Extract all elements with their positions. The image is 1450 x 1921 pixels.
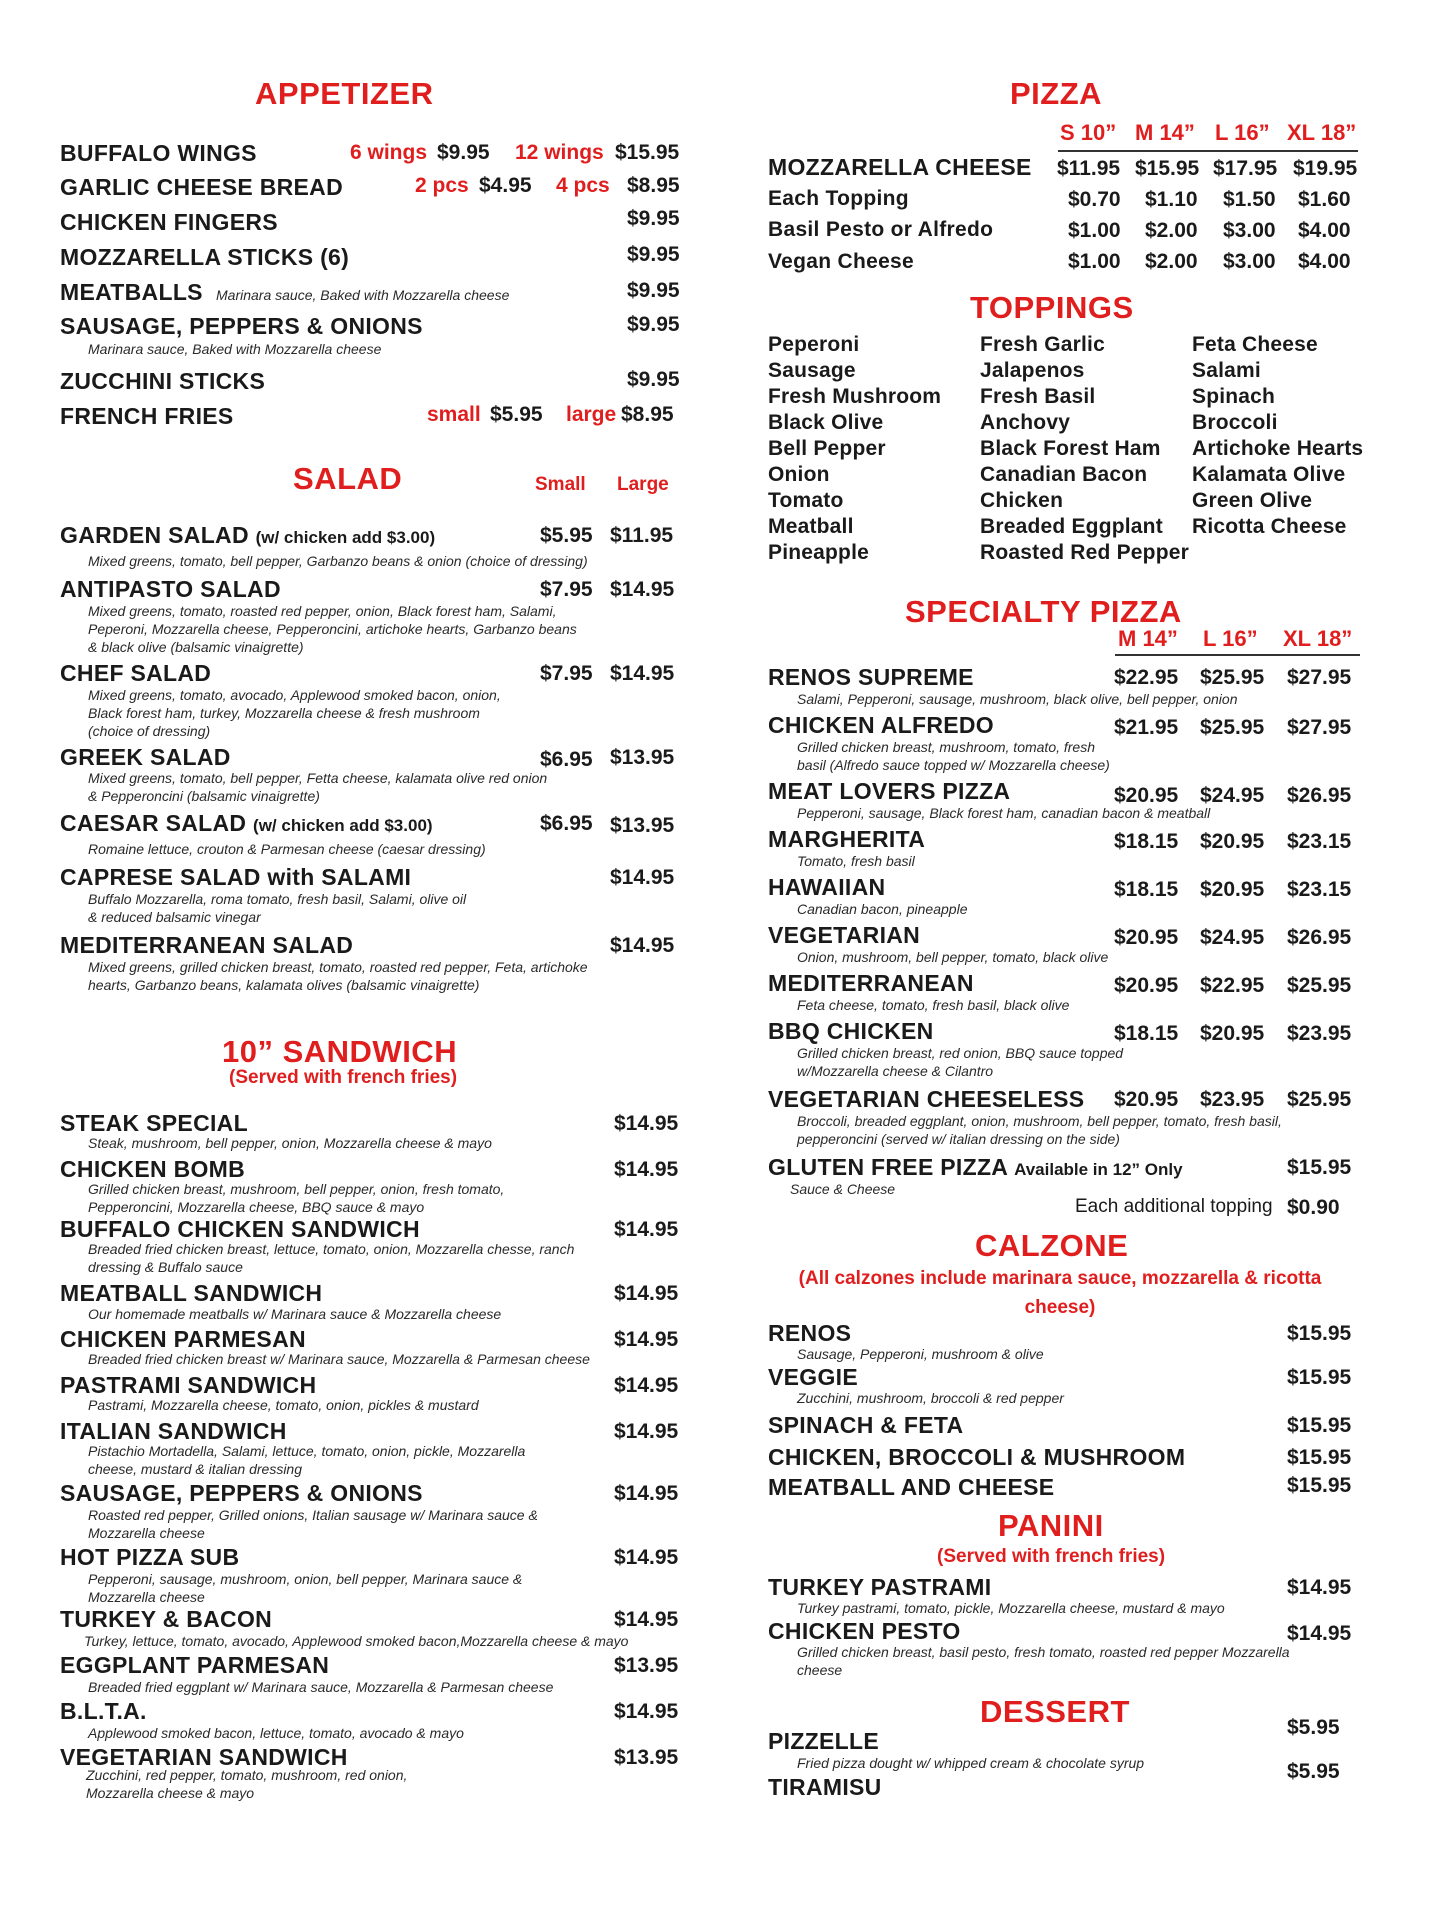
menu-item-name: Each Topping	[768, 187, 909, 210]
topping-item: Tomato	[768, 489, 844, 512]
menu-item-name: MOZZARELLA STICKS (6)	[60, 244, 350, 270]
item-description: Zucchini, mushroom, broccoli & red pepper	[797, 1390, 1064, 1406]
topping-item: Sausage	[768, 359, 856, 382]
menu-item-name: BUFFALO WINGS	[60, 140, 257, 166]
menu-item-name: MEATBALL SANDWICH	[60, 1280, 323, 1306]
item-description: Canadian bacon, pineapple	[797, 901, 968, 917]
price-large: $13.95	[610, 746, 675, 769]
specialty-heading: SPECIALTY PIZZA	[905, 594, 1182, 629]
size-header: XL 18”	[1287, 120, 1357, 145]
item-description: Turkey pastrami, tomato, pickle, Mozzarella cheese, mustard & mayo	[797, 1600, 1225, 1616]
price: $15.95	[1287, 1474, 1352, 1497]
topping-item: Spinach	[1192, 385, 1276, 408]
calzone-subtitle: (All calzones include marinara sauce, mozzarella & ricotta cheese)	[798, 1268, 1322, 1318]
size-header: S 10”	[1060, 120, 1117, 145]
salad-heading: SALAD	[293, 461, 403, 496]
topping-item: Ricotta Cheese	[1192, 515, 1347, 538]
topping-item: Meatball	[768, 515, 854, 538]
price: $2.00	[1145, 219, 1198, 242]
topping-item: Fresh Garlic	[980, 333, 1105, 356]
price: $11.95	[1057, 157, 1121, 180]
size-header: M 14”	[1135, 120, 1195, 145]
topping-item: Kalamata Olive	[1192, 463, 1346, 486]
price: $14.95	[1287, 1576, 1352, 1599]
price: $14.95	[1287, 1622, 1352, 1645]
menu-item-name: PIZZELLE	[768, 1728, 880, 1754]
item-name-text: CAESAR SALAD	[60, 810, 247, 836]
item-description: Breaded fried chicken breast, lettuce, tomato, onion, Mozzarella chesse, ranch dressing & Buffalo sauce	[88, 1241, 575, 1275]
item-description: Pistachio Mortadella, Salami, lettuce, tomato, onion, pickle, Mozzarella cheese, mustard & italian dressing	[88, 1443, 526, 1477]
price: $9.95	[627, 207, 680, 230]
size-header: L 16”	[1215, 120, 1270, 145]
item-description: Sausage, Pepperoni, mushroom & olive	[797, 1346, 1044, 1362]
price: $14.95	[614, 1282, 679, 1305]
topping-item: Bell Pepper	[768, 437, 886, 460]
size-header: XL 18”	[1283, 626, 1353, 651]
price-large: $11.95	[610, 524, 674, 547]
item-description: Roasted red pepper, Grilled onions, Italian sausage w/ Marinara sauce & Mozzarella cheese	[88, 1507, 538, 1541]
menu-item-name: SPINACH & FETA	[768, 1412, 964, 1438]
sandwich-heading: 10” SANDWICH	[222, 1034, 458, 1069]
topping-item: Broccoli	[1192, 411, 1278, 434]
price: $14.95	[614, 1374, 679, 1397]
price: $18.15	[1114, 878, 1179, 901]
panini-heading: PANINI	[998, 1508, 1104, 1543]
item-description: Fried pizza dought w/ whipped cream & chocolate syrup	[797, 1755, 1145, 1771]
item-description: Pepperoni, sausage, mushroom, onion, bell pepper, Marinara sauce & Mozzarella cheese	[88, 1571, 523, 1605]
price: $17.95	[1213, 157, 1278, 180]
price-small: $5.95	[540, 524, 593, 547]
panini-subtitle: (Served with french fries)	[937, 1546, 1166, 1567]
price: $24.95	[1200, 926, 1265, 949]
item-description: Breaded fried eggplant w/ Marinara sauce, Mozzarella & Parmesan cheese	[88, 1679, 554, 1695]
calzone-heading: CALZONE	[975, 1228, 1129, 1263]
price: $14.95	[614, 1546, 679, 1569]
price: $0.70	[1068, 188, 1121, 211]
price: $18.15	[1114, 1022, 1179, 1045]
price: $23.95	[1200, 1088, 1265, 1111]
item-description: Tomato, fresh basil	[797, 853, 915, 869]
price: $15.95	[1287, 1366, 1352, 1389]
item-description: Mixed greens, grilled chicken breast, tomato, roasted red pepper, Feta, artichoke hearts, Garbanzo beans, kalamata olives (balsamic vinaigrette)	[88, 959, 588, 993]
price-small: $7.95	[540, 578, 593, 601]
topping-item: Feta Cheese	[1192, 333, 1318, 356]
menu-item-name: MARGHERITA	[768, 826, 926, 852]
price: $20.95	[1200, 878, 1265, 901]
portion-label: small	[427, 403, 481, 426]
toppings-column-2	[980, 332, 1189, 566]
menu-item-name: CAPRESE SALAD with SALAMI	[60, 864, 412, 890]
price: $0.90	[1287, 1196, 1340, 1219]
price: $14.95	[614, 1608, 679, 1631]
menu-item-name: MEAT LOVERS PIZZA	[768, 778, 1011, 804]
item-description: Pepperoni, sausage, Black forest ham, canadian bacon & meatball	[797, 805, 1211, 821]
portion-label: 6 wings	[350, 141, 428, 164]
menu-item-name: TURKEY & BACON	[60, 1606, 273, 1632]
price: $22.95	[1200, 974, 1265, 997]
price: $5.95	[1287, 1716, 1340, 1739]
price: $9.95	[627, 313, 680, 336]
menu-item-name: CHEF SALAD	[60, 660, 212, 686]
price: $20.95	[1114, 926, 1179, 949]
price: $14.95	[614, 1700, 679, 1723]
item-description: Onion, mushroom, bell pepper, tomato, black olive	[797, 949, 1109, 965]
menu-item-name: MEDITERRANEAN SALAD	[60, 932, 354, 958]
price: $15.95	[615, 141, 680, 164]
price: $4.95	[479, 174, 532, 197]
menu-item-name: SAUSAGE, PEPPERS & ONIONS	[60, 1480, 423, 1506]
topping-item: Salami	[1192, 359, 1261, 382]
menu-item-name: BUFFALO CHICKEN SANDWICH	[60, 1216, 420, 1242]
dessert-heading: DESSERT	[980, 1694, 1130, 1729]
menu-item-name: HOT PIZZA SUB	[60, 1544, 240, 1570]
menu-item-name: MEDITERRANEAN	[768, 970, 974, 996]
item-description: Grilled chicken breast, mushroom, tomato, fresh basil (Alfredo sauce topped w/ Mozzarella cheese)	[797, 739, 1110, 773]
price-small: $7.95	[540, 662, 593, 685]
menu-item-name: RENOS SUPREME	[768, 664, 974, 690]
price: $26.95	[1287, 926, 1352, 949]
topping-item: Pineapple	[768, 541, 869, 564]
topping-item: Anchovy	[980, 411, 1071, 434]
price: $20.95	[1200, 830, 1265, 853]
price: $1.00	[1068, 219, 1121, 242]
menu-item-name: B.L.T.A.	[60, 1698, 147, 1724]
price: $21.95	[1114, 716, 1179, 739]
topping-item: Roasted Red Pepper	[980, 541, 1189, 564]
price: $3.00	[1223, 250, 1276, 273]
menu-item-name: SAUSAGE, PEPPERS & ONIONS	[60, 313, 423, 339]
price: $15.95	[1287, 1156, 1352, 1179]
price: $23.95	[1287, 1022, 1352, 1045]
toppings-heading: TOPPINGS	[970, 290, 1134, 325]
item-description: Mixed greens, tomato, bell pepper, Garbanzo beans & onion (choice of dressing)	[88, 553, 588, 569]
price: $13.95	[614, 1746, 679, 1769]
menu-item-name: VEGETARIAN SANDWICH	[60, 1744, 348, 1770]
menu-item-name: CHICKEN ALFREDO	[768, 712, 994, 738]
sandwich-subtitle: (Served with french fries)	[229, 1067, 458, 1088]
price: $15.95	[1287, 1322, 1352, 1345]
price: $14.95	[610, 866, 675, 889]
price: $13.95	[614, 1654, 679, 1677]
item-description: Grilled chicken breast, mushroom, bell pepper, onion, fresh tomato, Pepperoncini, Mozzarella cheese, BBQ sauce & mayo	[88, 1181, 505, 1215]
price-large: $14.95	[610, 662, 675, 685]
price: $1.10	[1145, 188, 1198, 211]
item-description: Mixed greens, tomato, avocado, Applewood smoked bacon, onion, Black forest ham, turkey, Mozzarella cheese & fresh mushroom (choice of dressing)	[88, 687, 501, 739]
item-name-text: GLUTEN FREE PIZZA	[768, 1154, 1008, 1180]
topping-item: Artichoke Hearts	[1192, 437, 1364, 460]
price: $9.95	[627, 279, 680, 302]
portion-label: 12 wings	[515, 141, 604, 164]
menu-item-name: CHICKEN PESTO	[768, 1618, 961, 1644]
portion-label: large	[566, 403, 617, 426]
item-description: Feta cheese, tomato, fresh basil, black olive	[797, 997, 1070, 1013]
item-description: Grilled chicken breast, basil pesto, fresh tomato, roasted red pepper Mozzarella cheese	[797, 1644, 1290, 1678]
menu-item-name: VEGETARIAN CHEESELESS	[768, 1086, 1085, 1112]
price: $1.00	[1068, 250, 1121, 273]
item-description: Marinara sauce, Baked with Mozzarella cheese	[216, 287, 510, 303]
additional-topping-label: Each additional topping	[1075, 1196, 1273, 1217]
portion-label: 4 pcs	[556, 174, 610, 197]
price: $14.95	[614, 1112, 679, 1135]
item-description: Sauce & Cheese	[790, 1181, 896, 1197]
menu-item-name: FRENCH FRIES	[60, 403, 234, 429]
menu-item-name: STEAK SPECIAL	[60, 1110, 248, 1136]
item-description: Mixed greens, tomato, roasted red pepper, onion, Black forest ham, Salami, Peperoni, Mozzarella cheese, Pepperoncini, artichoke hearts, Garbanzo beans & black olive (balsamic vinaigrette)	[88, 603, 577, 655]
menu-item-name: PASTRAMI SANDWICH	[60, 1372, 317, 1398]
price: $20.95	[1114, 974, 1179, 997]
menu-item-name: HAWAIIAN	[768, 874, 886, 900]
topping-item: Fresh Basil	[980, 385, 1096, 408]
item-description: Salami, Pepperoni, sausage, mushroom, black olive, bell pepper, onion	[797, 691, 1238, 707]
pizza-heading: PIZZA	[1010, 76, 1103, 111]
price-large: $13.95	[610, 814, 675, 837]
toppings-column-3	[1192, 332, 1363, 540]
price: $8.95	[627, 174, 680, 197]
price: $2.00	[1145, 250, 1198, 273]
price: $19.95	[1293, 157, 1358, 180]
price: $27.95	[1287, 666, 1352, 689]
menu-item-name: TIRAMISU	[768, 1774, 882, 1800]
price: $14.95	[614, 1218, 679, 1241]
item-description: Grilled chicken breast, red onion, BBQ sauce topped w/Mozzarella cheese & Cilantro	[797, 1045, 1124, 1079]
price: $18.15	[1114, 830, 1179, 853]
price: $5.95	[1287, 1760, 1340, 1783]
item-note: Available in 12” Only	[1014, 1160, 1183, 1179]
price: $4.00	[1298, 219, 1351, 242]
price: $15.95	[1287, 1414, 1352, 1437]
price: $15.95	[1287, 1446, 1352, 1469]
menu-item-name: GARLIC CHEESE BREAD	[60, 174, 344, 200]
menu-item-name: RENOS	[768, 1320, 852, 1346]
price: $25.95	[1200, 716, 1265, 739]
topping-item: Canadian Bacon	[980, 463, 1148, 486]
divider	[1115, 654, 1360, 656]
item-note: (w/ chicken add $3.00)	[255, 528, 436, 547]
price-small: $6.95	[540, 748, 593, 771]
price: $8.95	[621, 403, 674, 426]
item-description: Turkey, lettuce, tomato, avocado, Applewood smoked bacon,Mozzarella cheese & mayo	[84, 1633, 629, 1649]
menu-item-name: ANTIPASTO SALAD	[60, 576, 281, 602]
menu-item-name: CHICKEN FINGERS	[60, 209, 278, 235]
price-large: $14.95	[610, 578, 675, 601]
topping-item: Fresh Mushroom	[768, 385, 942, 408]
price: $25.95	[1287, 1088, 1352, 1111]
item-description: Mixed greens, tomato, bell pepper, Fetta cheese, kalamata olive red onion & Pepperoncini (balsamic vinaigrette)	[88, 770, 548, 804]
price-small: $6.95	[540, 812, 593, 835]
size-header-small: Small	[535, 474, 586, 495]
size-header: M 14”	[1118, 626, 1178, 651]
item-description: Marinara sauce, Baked with Mozzarella cheese	[88, 341, 382, 357]
item-note: (w/ chicken add $3.00)	[253, 816, 433, 835]
item-description: Breaded fried chicken breast w/ Marinara sauce, Mozzarella & Parmesan cheese	[88, 1351, 590, 1367]
price: $14.95	[614, 1482, 679, 1505]
price: $14.95	[610, 934, 675, 957]
price: $23.15	[1287, 878, 1352, 901]
topping-item: Breaded Eggplant	[980, 515, 1163, 538]
price: $25.95	[1287, 974, 1352, 997]
menu-item-name: GREEK SALAD	[60, 744, 231, 770]
menu-item-name	[60, 522, 435, 549]
topping-item: Peperoni	[768, 333, 860, 356]
menu-item-name	[60, 810, 433, 837]
price: $14.95	[614, 1158, 679, 1181]
menu-item-name: Vegan Cheese	[768, 250, 915, 273]
topping-item: Onion	[768, 463, 830, 486]
appetizer-heading: APPETIZER	[255, 76, 434, 111]
price: $9.95	[627, 243, 680, 266]
item-description: Zucchini, red pepper, tomato, mushroom, red onion, Mozzarella cheese & mayo	[86, 1767, 408, 1801]
price: $27.95	[1287, 716, 1352, 739]
menu-item-name: CHICKEN BOMB	[60, 1156, 246, 1182]
topping-item: Black Forest Ham	[980, 437, 1161, 460]
menu-item-name: MEATBALLS	[60, 279, 203, 305]
menu-item-name: Basil Pesto or Alfredo	[768, 218, 994, 241]
price: $20.95	[1200, 1022, 1265, 1045]
topping-item: Green Olive	[1192, 489, 1313, 512]
price: $24.95	[1200, 784, 1265, 807]
menu-item-name	[768, 1154, 1183, 1181]
price: $9.95	[437, 141, 490, 164]
size-header-large: Large	[617, 474, 669, 495]
menu-item-name: BBQ CHICKEN	[768, 1018, 934, 1044]
price: $5.95	[490, 403, 543, 426]
price: $3.00	[1223, 219, 1276, 242]
item-description: Applewood smoked bacon, lettuce, tomato, avocado & mayo	[88, 1725, 464, 1741]
price: $14.95	[614, 1328, 679, 1351]
price: $4.00	[1298, 250, 1351, 273]
price: $25.95	[1200, 666, 1265, 689]
item-description: Pastrami, Mozzarella cheese, tomato, onion, pickles & mustard	[88, 1397, 479, 1413]
menu-item-name: EGGPLANT PARMESAN	[60, 1652, 330, 1678]
item-description: Broccoli, breaded eggplant, onion, mushroom, bell pepper, tomato, fresh basil, pepperoncini (served w/ italian dressing on the side)	[797, 1113, 1282, 1147]
item-description: Buffalo Mozzarella, roma tomato, fresh basil, Salami, olive oil & reduced balsamic vinegar	[88, 891, 467, 925]
price: $1.60	[1298, 188, 1351, 211]
menu-item-name: CHICKEN PARMESAN	[60, 1326, 306, 1352]
price: $20.95	[1114, 784, 1179, 807]
price: $14.95	[614, 1420, 679, 1443]
menu-item-name: CHICKEN, BROCCOLI & MUSHROOM	[768, 1444, 1186, 1470]
price: $22.95	[1114, 666, 1179, 689]
price: $23.15	[1287, 830, 1352, 853]
menu-item-name: MEATBALL AND CHEESE	[768, 1474, 1055, 1500]
menu-item-name: VEGETARIAN	[768, 922, 921, 948]
toppings-column-1	[768, 332, 941, 566]
menu-item-name: ITALIAN SANDWICH	[60, 1418, 287, 1444]
item-name-text: GARDEN SALAD	[60, 522, 249, 548]
item-description: Steak, mushroom, bell pepper, onion, Mozzarella cheese & mayo	[88, 1135, 492, 1151]
price: $15.95	[1135, 157, 1200, 180]
price: $20.95	[1114, 1088, 1179, 1111]
menu-item-name: ZUCCHINI STICKS	[60, 368, 266, 394]
topping-item: Jalapenos	[980, 359, 1085, 382]
item-description: Our homemade meatballs w/ Marinara sauce & Mozzarella cheese	[88, 1306, 502, 1322]
menu-item-name: MOZZARELLA CHEESE	[768, 154, 1032, 180]
portion-label: 2 pcs	[415, 174, 469, 197]
price: $9.95	[627, 368, 680, 391]
size-header: L 16”	[1203, 626, 1258, 651]
price: $1.50	[1223, 188, 1276, 211]
price: $26.95	[1287, 784, 1352, 807]
topping-item: Chicken	[980, 489, 1064, 512]
item-description: Romaine lettuce, crouton & Parmesan cheese (caesar dressing)	[88, 841, 486, 857]
topping-item: Black Olive	[768, 411, 884, 434]
menu-item-name: VEGGIE	[768, 1364, 858, 1390]
divider	[1058, 150, 1358, 152]
menu-item-name: TURKEY PASTRAMI	[768, 1574, 992, 1600]
